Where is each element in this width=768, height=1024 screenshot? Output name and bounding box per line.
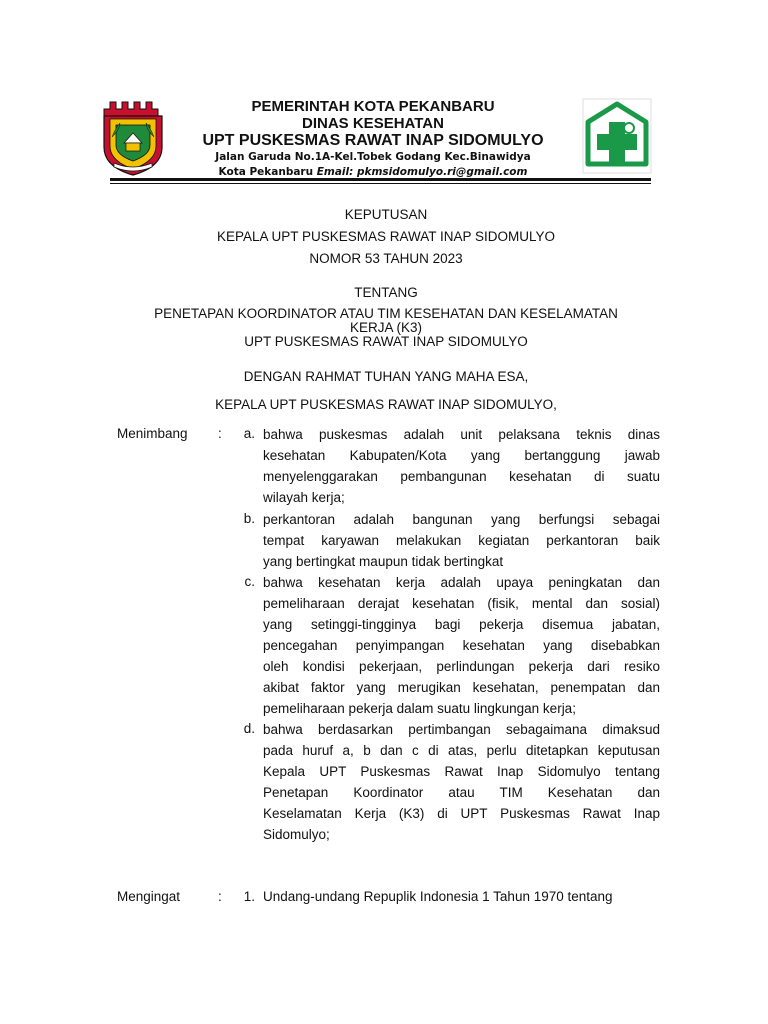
tentang-heading: TENTANG [354, 285, 418, 300]
agency-name: DINAS KESEHATAN [302, 115, 444, 132]
menimbang-item-c [263, 572, 660, 719]
text-line: kesehatan Kabupaten/Kota yang bertanggung jawab [263, 448, 660, 463]
decree-subject-line3: UPT PUSKESMAS RAWAT INAP SIDOMULYO [244, 334, 528, 349]
text-line: bahwa berdasarkan pertimbangan sebagaimana dimaksud [263, 722, 660, 737]
text-line: Keselamatan Kerja (K3) di UPT Puskesmas Rawat Inap [263, 806, 660, 821]
text-line: pemeliharaan derajat kesehatan (fisik, mental dan sosial) [263, 596, 660, 611]
item-letter-a: a. [243, 426, 255, 441]
item-number-1: 1. [243, 889, 255, 904]
text-line: bahwa puskesmas adalah unit pelaksana teknis dinas [263, 427, 660, 442]
item-letter-d: d. [243, 721, 255, 736]
institution-name: UPT PUSKESMAS RAWAT INAP SIDOMULYO [202, 132, 544, 149]
text-line: Sidomulyo; [263, 827, 330, 842]
government-name: PEMERINTAH KOTA PEKANBARU [251, 98, 495, 115]
decree-issuer: KEPALA UPT PUSKESMAS RAWAT INAP SIDOMULYO [216, 229, 556, 244]
text-line: Kepala UPT Puskesmas Rawat Inap Sidomulyo tentang [263, 764, 660, 779]
text-line: yang bertingkat maupun tidak bertingkat [263, 554, 504, 569]
email-text: Email: pkmsidomulyo.ri@gmail.com [316, 166, 528, 178]
menimbang-item-d [263, 719, 660, 845]
text-line: pemeliharaan pekerja dalam suatu lingkungan kerja; [263, 701, 576, 716]
city-text: Kota Pekanbaru [218, 166, 317, 178]
letterhead-rule-thick [110, 178, 651, 181]
decree-subject-line2: KERJA (K3) [349, 320, 423, 335]
letterhead-rule-thin [110, 183, 651, 184]
item-letter-c: c. [244, 574, 255, 589]
mengingat-item-1: Undang-undang Repuplik Indonesia 1 Tahun 1970 tentang [263, 889, 613, 904]
item-letter-b: b. [243, 511, 255, 526]
menimbang-item-b [263, 509, 660, 572]
text-line: tempat karyawan melakukan kegiatan perkantoran baik [263, 533, 660, 548]
text-line: perkantoran adalah bangunan yang berfungsi sebagai [263, 512, 660, 527]
menimbang-item-a [263, 424, 660, 508]
text-line: pencegahan penyimpangan kesehatan yang disebabkan [263, 638, 660, 653]
text-line: wilayah kerja; [263, 490, 345, 505]
mengingat-colon: : [218, 889, 222, 904]
city-crest-icon [100, 97, 166, 177]
text-line: yang setinggi-tingginya bagi pekerja disemua jabatan, [263, 617, 660, 632]
text-line: menyelenggarakan pembangunan kesehatan di suatu [263, 469, 660, 484]
text-line: pada huruf a, b dan c di atas, perlu ditetapkan keputusan [263, 743, 660, 758]
decree-number: NOMOR 53 TAHUN 2023 [309, 251, 463, 266]
text-line: Penetapan Koordinator atau TIM Kesehatan dan [263, 785, 660, 800]
issuer-line: KEPALA UPT PUSKESMAS RAWAT INAP SIDOMULYO, [215, 397, 557, 412]
mengingat-label: Mengingat [117, 889, 181, 904]
decree-subject-line1: PENETAPAN KOORDINATOR ATAU TIM KESEHATAN DAN KESELAMATAN [154, 306, 618, 321]
decree-heading: KEPUTUSAN [344, 207, 428, 222]
city-email-line [168, 165, 578, 179]
text-line: bahwa kesehatan kerja adalah upaya peningkatan dan [263, 575, 660, 590]
address-line: Jalan Garuda No.1A-Kel.Tobek Godang Kec.Binawidya [215, 151, 531, 163]
puskesmas-cross-icon [582, 98, 652, 174]
menimbang-label: Menimbang [117, 426, 188, 441]
letterhead [168, 98, 578, 179]
text-line: oleh kondisi pekerjaan, perlindungan pekerja dari resiko [263, 659, 660, 674]
text-line: akibat faktor yang merugikan kesehatan, penempatan dan [263, 680, 660, 695]
divine-grace-line: DENGAN RAHMAT TUHAN YANG MAHA ESA, [243, 369, 529, 384]
menimbang-colon: : [218, 426, 222, 441]
